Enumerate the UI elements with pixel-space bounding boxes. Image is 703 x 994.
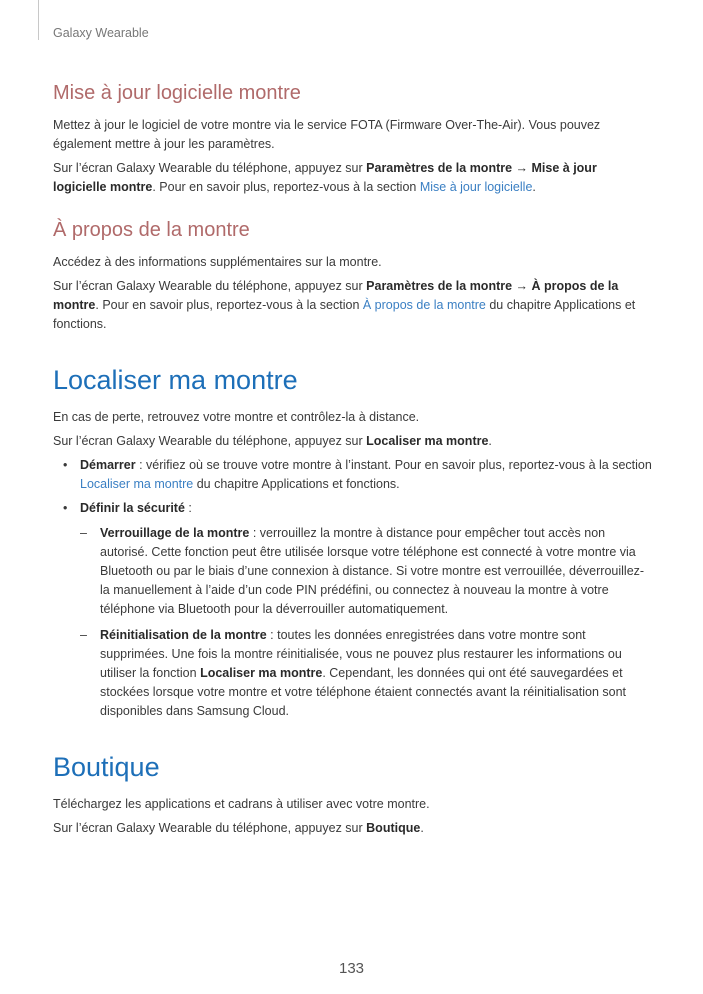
section-store	[53, 751, 653, 838]
text: du chapitre Applications et fonctions.	[193, 477, 400, 491]
cross-reference-link[interactable]: Localiser ma montre	[80, 477, 194, 491]
sub-list	[80, 524, 653, 721]
section-about-watch	[53, 217, 653, 334]
menu-path-item: Boutique	[366, 821, 421, 835]
paragraph	[53, 819, 653, 838]
section-title: Mise à jour logicielle montre	[53, 82, 301, 104]
option-name: Définir la sécurité	[80, 501, 185, 515]
text: Sur l’écran Galaxy Wearable du téléphone, appuyez sur	[53, 279, 367, 293]
text: : toutes les données enregistrées dans votre montre sont supprimées. Une fois la montre réinitialisée, vous ne pouvez plus restaurer les informations ou utiliser la fonction	[100, 628, 622, 680]
option-name: Réinitialisation de la montre	[100, 628, 267, 642]
running-header: Galaxy Wearable	[53, 26, 149, 40]
menu-path-item: Mise à jour logicielle montre	[53, 161, 597, 194]
list-item	[53, 499, 653, 721]
text: : vérifiez où se trouve votre montre à l’instant. Pour en savoir plus, reportez-vous à la section	[135, 458, 652, 472]
paragraph: Accédez à des informations supplémentaires sur la montre.	[53, 255, 382, 269]
text: du chapitre Applications et fonctions.	[53, 298, 636, 331]
text: Sur l’écran Galaxy Wearable du téléphone, appuyez sur	[53, 434, 367, 448]
page-number: 133	[338, 960, 365, 977]
menu-path-item: À propos de la montre	[53, 279, 619, 312]
paragraph	[53, 159, 653, 197]
text: Sur l’écran Galaxy Wearable du téléphone, appuyez sur	[53, 821, 367, 835]
menu-path-item: Paramètres de la montre	[366, 279, 513, 293]
text: : verrouillez la montre à distance pour empêcher tout accès non autorisé. Cette fonction peut être utilisée lorsque votre téléphone est connecté à votre montre via Bluetooth ou par le biais d’une connexion à distance. Si votre montre est verrouillée, déverrouillez-la manuellement à l’aide d’un code PIN prédéfini, ou connectez à nouveau la montre à votre téléphone via Bluetooth pour la déverrouiller automatiquement.	[100, 526, 645, 616]
text: . Pour en savoir plus, reportez-vous à la section	[95, 298, 363, 312]
arrow: →	[512, 161, 532, 175]
text: .	[488, 434, 492, 448]
section-title: À propos de la montre	[53, 219, 250, 241]
menu-path-item: Localiser ma montre	[200, 666, 323, 680]
paragraph: Téléchargez les applications et cadrans à utiliser avec votre montre.	[53, 797, 430, 811]
text: .	[532, 180, 536, 194]
section-software-update	[53, 80, 653, 197]
section-find-my-watch	[53, 364, 653, 721]
chapter-title: Boutique	[53, 752, 160, 782]
text: . Pour en savoir plus, reportez-vous à la section	[152, 180, 420, 194]
text: :	[184, 501, 192, 515]
cross-reference-link[interactable]: À propos de la montre	[362, 298, 486, 312]
option-name: Démarrer	[80, 458, 136, 472]
page-content	[53, 80, 653, 858]
paragraph: Mettez à jour le logiciel de votre montre via le service FOTA (Firmware Over-The-Air). Vous pouvez également mettre à jour les paramètres.	[53, 118, 601, 151]
text: .	[420, 821, 424, 835]
paragraph: En cas de perte, retrouvez votre montre et contrôlez-la à distance.	[53, 410, 420, 424]
menu-path-item: Paramètres de la montre	[366, 161, 513, 175]
paragraph	[53, 432, 653, 451]
arrow: →	[512, 279, 532, 293]
sub-list-item	[80, 626, 653, 721]
sub-list-item	[80, 524, 653, 619]
option-name: Verrouillage de la montre	[100, 526, 250, 540]
menu-path-item: Localiser ma montre	[366, 434, 489, 448]
chapter-title: Localiser ma montre	[53, 365, 298, 395]
paragraph	[53, 277, 653, 334]
text: . Cependant, les données qui ont été sauvegardées et stockées lorsque votre montre et votre téléphone étaient connectés avant la réinitialisation sont disponibles dans Samsung Cloud.	[100, 666, 627, 718]
cross-reference-link[interactable]: Mise à jour logicielle	[419, 180, 533, 194]
header-divider	[38, 0, 39, 40]
list-item	[53, 456, 653, 494]
text: Sur l’écran Galaxy Wearable du téléphone, appuyez sur	[53, 161, 367, 175]
bullet-list	[53, 456, 653, 721]
